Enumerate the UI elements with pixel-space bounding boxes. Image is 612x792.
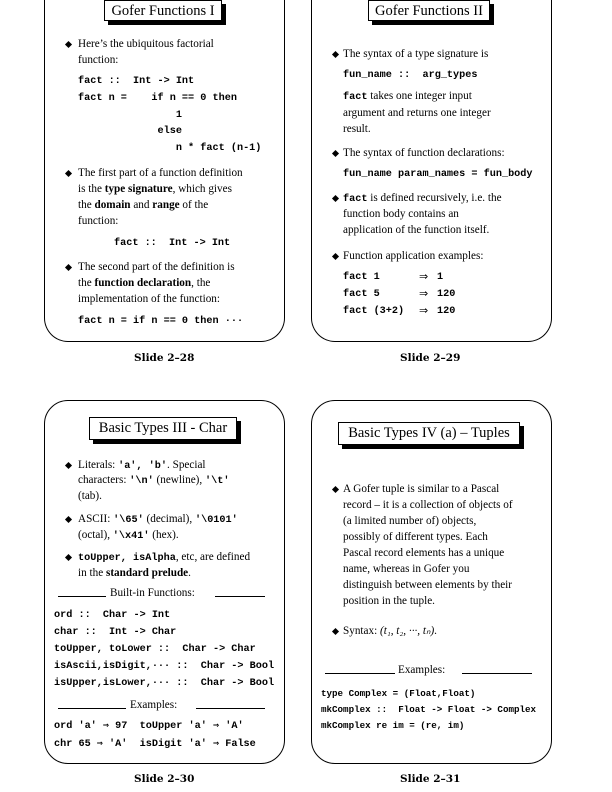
code-line: fun_name param_names = fun_body xyxy=(343,169,533,180)
code-line: fact :: Int -> Int xyxy=(78,76,195,87)
code-line: n * fact (n-1) xyxy=(78,143,262,154)
example-result: 120 xyxy=(437,289,456,300)
paragraph-text: fact takes one integer input xyxy=(343,90,472,103)
bullet-text: Here’s the ubiquitous factorial xyxy=(78,38,214,50)
code-line: mkComplex re im = (re, im) xyxy=(321,720,465,731)
example-expr: fact 5 xyxy=(343,289,380,300)
bullet-text: is the type signature, which gives xyxy=(78,183,232,195)
slide-title: Gofer Functions II xyxy=(368,0,490,21)
slide-title: Gofer Functions I xyxy=(104,0,222,21)
slide-number-label: Slide 2–30 xyxy=(134,773,195,785)
bullet-text: A Gofer tuple is similar to a Pascal xyxy=(343,483,500,495)
bullet-text: (a limited number of) objects, xyxy=(343,515,477,527)
bullet-text: The first part of a function definition xyxy=(78,167,243,179)
divider-rule xyxy=(325,673,395,674)
example-result: 1 xyxy=(437,272,444,283)
slide-number-label: Slide 2–28 xyxy=(134,352,195,364)
divider-rule xyxy=(215,596,265,597)
divider-rule xyxy=(196,708,265,709)
implies-arrow: ⇒ xyxy=(419,305,429,317)
bullet-text: The syntax of a type signature is xyxy=(343,48,489,60)
code-line: chr 65 ⇒ 'A' isDigit 'a' ⇒ False xyxy=(54,739,256,750)
bullet-text: Function application examples: xyxy=(343,250,484,262)
slide-number-label: Slide 2–31 xyxy=(400,773,461,785)
section-heading: Examples: xyxy=(398,664,446,676)
code-line: 1 xyxy=(78,110,182,121)
bullet-text: name, whereas in Gofer you xyxy=(343,563,470,575)
divider-rule xyxy=(462,673,532,674)
bullet-text: fact is defined recursively, i.e. the xyxy=(343,192,502,205)
code-line: type Complex = (Float,Float) xyxy=(321,688,476,699)
bullet-text: function: xyxy=(78,215,119,227)
code-line: fact n = if n == 0 then xyxy=(78,93,237,104)
bullet-text: ASCII: '\65' (decimal), '\0101' xyxy=(78,513,238,526)
bullet-text: characters: '\n' (newline), '\t' xyxy=(78,474,230,487)
paragraph-text: argument and returns one integer xyxy=(343,107,491,119)
bullet-text: toUpper, isAlpha, etc, are defined xyxy=(78,551,251,564)
slide-title: Basic Types III - Char xyxy=(89,417,237,440)
bullet-text: The syntax of function declarations: xyxy=(343,147,505,159)
bullet-text: in the standard prelude. xyxy=(78,567,191,579)
bullet-text: Syntax: (t₁, t₂, ···, tₙ). xyxy=(343,625,437,637)
code-line: isAscii,isDigit,··· :: Char -> Bool xyxy=(54,661,275,672)
bullet-text: (octal), '\x41' (hex). xyxy=(78,529,179,542)
bullet-text: Pascal record elements has a unique xyxy=(343,547,505,559)
code-line: ord 'a' ⇒ 97 toUpper 'a' ⇒ 'A' xyxy=(54,721,244,732)
bullet-text: position in the tuple. xyxy=(343,595,435,607)
paragraph-text: result. xyxy=(343,123,371,135)
divider-rule xyxy=(58,708,126,709)
code-line: fact :: Int -> Int xyxy=(114,238,231,249)
section-heading: Built-in Functions: xyxy=(110,587,195,599)
bullet-text: The second part of the definition is xyxy=(78,261,235,273)
slide-number-label: Slide 2–29 xyxy=(400,352,461,364)
bullet-text: application of the function itself. xyxy=(343,224,490,236)
bullet-text: distinguish between elements by their xyxy=(343,579,513,591)
example-expr: fact (3+2) xyxy=(343,306,405,317)
bullet-text: (tab). xyxy=(78,490,102,502)
bullet-text: the domain and range of the xyxy=(78,199,209,211)
bullet-text: possibly of different types. Each xyxy=(343,531,488,543)
code-line: toUpper, toLower :: Char -> Char xyxy=(54,644,256,655)
slide-title: Basic Types IV (a) – Tuples xyxy=(338,422,520,445)
code-line: char :: Int -> Char xyxy=(54,627,177,638)
example-result: 120 xyxy=(437,306,456,317)
code-line: fact n = if n == 0 then ··· xyxy=(78,316,244,327)
code-line: fun_name :: arg_types xyxy=(343,70,478,81)
bullet-text: Literals: 'a', 'b'. Special xyxy=(78,459,206,472)
code-line: mkComplex :: Float -> Float -> Complex xyxy=(321,704,537,715)
bullet-text: function body contains an xyxy=(343,208,459,220)
code-line: ord :: Char -> Int xyxy=(54,610,171,621)
example-expr: fact 1 xyxy=(343,272,380,283)
bullet-text: function: xyxy=(78,54,119,66)
bullet-text: record – it is a collection of objects of xyxy=(343,499,513,511)
bullet-text: the function declaration, the xyxy=(78,277,211,289)
code-line: isUpper,isLower,··· :: Char -> Bool xyxy=(54,678,275,689)
section-heading: Examples: xyxy=(130,699,178,711)
implies-arrow: ⇒ xyxy=(419,288,429,300)
code-line: else xyxy=(78,126,182,137)
bullet-text: implementation of the function: xyxy=(78,293,220,305)
implies-arrow: ⇒ xyxy=(419,271,429,283)
divider-rule xyxy=(58,596,106,597)
